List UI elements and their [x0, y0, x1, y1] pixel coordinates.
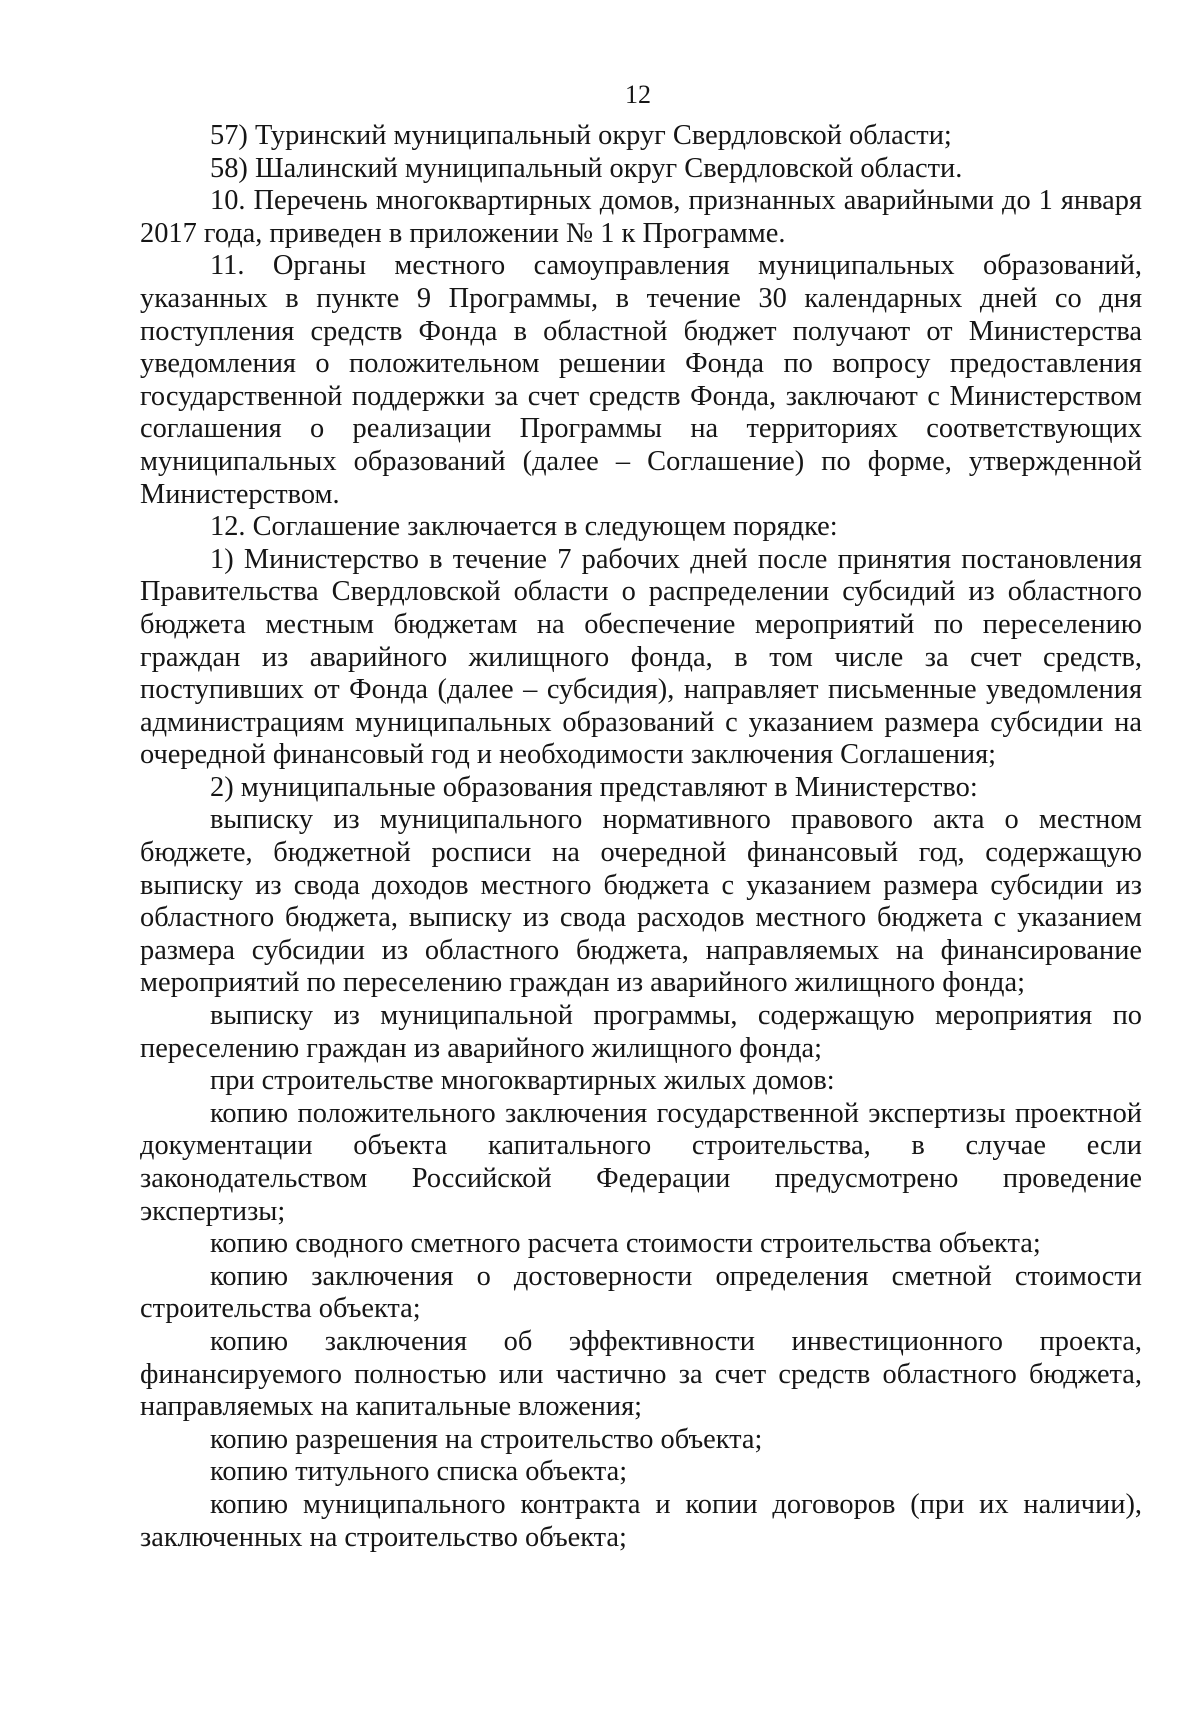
page-number: 12: [625, 80, 651, 109]
document-list-entry: копию титульного списка объекта;: [210, 1456, 628, 1488]
document-list-entry: выписку из муниципального нормативного правового акта о местном бюджете, бюджетной росписи на очередной финансовый год, содержащую выписку из свода доходов местного бюджета с указанием размера субсидии из областного бюджета, выписку из свода расходов местного бюджета с указанием размера субсидии из областного бюджета, направляемых на финансирование мероприятий по переселению граждан из аварийного жилищного фонда;: [140, 804, 1142, 999]
document-list-heading: при строительстве многоквартирных жилых домов:: [210, 1065, 835, 1097]
clause-12-subitem-2: 2) муниципальные образования представляют в Министерство:: [210, 771, 978, 803]
clause-10: 10. Перечень многоквартирных домов, признанных аварийными до 1 января 2017 года, приведен в приложении № 1 к Программе.: [140, 185, 1142, 249]
list-item-57: 57) Туринский муниципальный округ Свердловской области;: [210, 120, 952, 151]
document-list-entry: копию разрешения на строительство объекта;: [210, 1423, 763, 1455]
document-list-entry: копию сводного сметного расчета стоимости строительства объекта;: [210, 1228, 1041, 1260]
document-list-entry: копию муниципального контракта и копии договоров (при их наличии), заключенных на строительство объекта;: [140, 1488, 1142, 1553]
document-list-entry: выписку из муниципальной программы, содержащую мероприятия по переселению граждан из аварийного жилищного фонда;: [140, 1000, 1142, 1064]
clause-11: 11. Органы местного самоуправления муниципальных образований, указанных в пункте 9 Программы, в течение 30 календарных дней со дня поступления средств Фонда в областной бюджет получают от Министерства уведомления о положительном решении Фонда по вопросу предоставления государственной поддержки за счет средств Фонда, заключают с Министерством соглашения о реализации Программы на территориях соответствующих муниципальных образований (далее – Соглашение) по форме, утвержденной Министерством.: [140, 250, 1142, 510]
document-list-entry: копию заключения об эффективности инвестиционного проекта, финансируемого полностью или частично за счет средств областного бюджета, направляемых на капитальные вложения;: [140, 1325, 1142, 1423]
document-list-entry: копию заключения о достоверности определения сметной стоимости строительства объекта;: [140, 1260, 1142, 1325]
clause-12: 12. Соглашение заключается в следующем порядке:: [210, 511, 838, 543]
document-body: [140, 120, 1142, 1554]
document-list-entry: копию положительного заключения государственной экспертизы проектной документации объекта капитального строительства, в случае если законодательством Российской Федерации предусмотрено проведение экспертизы;: [140, 1097, 1142, 1227]
clause-12-subitem-1: 1) Министерство в течение 7 рабочих дней после принятия постановления Правительства Свердловской области о распределении субсидий из областного бюджета местным бюджетам на обеспечение мероприятий по переселению граждан из аварийного жилищного фонда, в том числе за счет средств, поступивших от Фонда (далее – субсидия), направляет письменные уведомления администрациям муниципальных образований с указанием размера субсидии на очередной финансовый год и необходимости заключения Соглашения;: [140, 543, 1142, 771]
list-item-58: 58) Шалинский муниципальный округ Свердловской области.: [210, 152, 963, 184]
